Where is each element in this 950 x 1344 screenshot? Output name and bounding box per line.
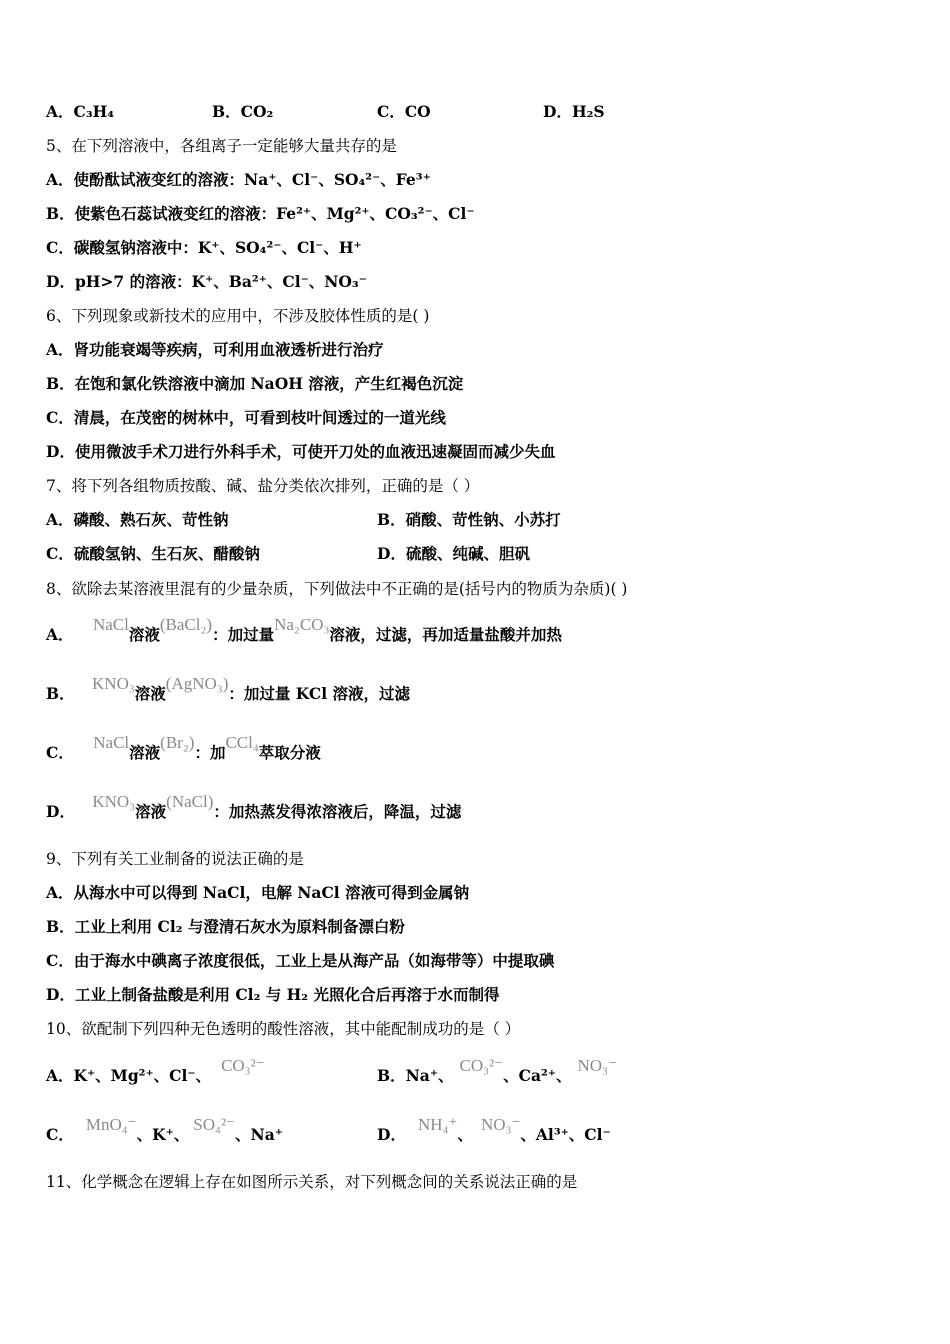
q4-option-a[interactable]: A．C₃H₄ bbox=[46, 102, 115, 121]
formula-bacl2: (BaCl₂) bbox=[159, 615, 213, 634]
q4-options-row bbox=[46, 102, 114, 122]
formula-br2: (Br₂) bbox=[160, 733, 195, 752]
q5-option-c[interactable]: C．碳酸氢钠溶液中：K⁺、SO₄²⁻、Cl⁻、H⁺ bbox=[46, 238, 362, 257]
q9-option-a[interactable]: A．从海水中可以得到 NaCl，电解 NaCl 溶液可得到金属钠 bbox=[46, 883, 470, 902]
q5-option-a[interactable]: A．使酚酞试液变红的溶液：Na⁺、Cl⁻、SO₄²⁻、Fe³⁺ bbox=[46, 170, 431, 189]
q8-option-c[interactable]: C． NaCl溶液(Br₂)：加CCl₄萃取分液 bbox=[46, 733, 321, 762]
formula-no3-d: NO₃⁻ bbox=[480, 1115, 521, 1134]
q4-option-c[interactable]: C．CO bbox=[377, 102, 431, 121]
q5-option-d[interactable]: D．pH>7 的溶液：K⁺、Ba²⁺、Cl⁻、NO₃⁻ bbox=[46, 272, 367, 291]
formula-kno3-d: KNO₃ bbox=[92, 792, 136, 811]
formula-co3-a: CO₃²⁻ bbox=[221, 1056, 265, 1075]
formula-nacl: NaCl bbox=[92, 615, 129, 634]
formula-nh4: NH₄⁺ bbox=[417, 1115, 458, 1134]
q8-option-b[interactable]: B． KNO₃溶液(AgNO₃)：加过量 KCl 溶液，过滤 bbox=[46, 674, 410, 703]
formula-nacl-d: (NaCl) bbox=[166, 792, 214, 811]
q7-option-a[interactable]: A．磷酸、熟石灰、苛性钠 bbox=[46, 510, 229, 529]
formula-mno4: MnO₄⁻ bbox=[85, 1115, 137, 1134]
formula-nacl-c: NaCl bbox=[93, 733, 130, 752]
q10-option-b[interactable]: B．Na⁺、CO₃²⁻、Ca²⁺、NO₃⁻ bbox=[377, 1056, 617, 1085]
q8-stem: 8、欲除去某溶液里混有的少量杂质，下列做法中不正确的是(括号内的物质为杂质)( ) bbox=[46, 580, 628, 598]
q4-option-b[interactable]: B．CO₂ bbox=[212, 102, 274, 121]
q4-option-d[interactable]: D．H₂S bbox=[543, 102, 605, 121]
q5-stem: 5、在下列溶液中，各组离子一定能够大量共存的是 bbox=[46, 137, 397, 155]
formula-co3-b: CO₃²⁻ bbox=[459, 1056, 504, 1075]
q11-stem: 11、化学概念在逻辑上存在如图所示关系，对下列概念间的关系说法正确的是 bbox=[46, 1173, 578, 1191]
formula-no3-b: NO₃⁻ bbox=[577, 1056, 617, 1075]
q10-option-a[interactable]: A．K⁺、Mg²⁺、Cl⁻、CO₃²⁻ bbox=[46, 1056, 265, 1085]
q7-option-b[interactable]: B．硝酸、苛性钠、小苏打 bbox=[377, 510, 561, 529]
q10-option-c[interactable]: C．MnO₄⁻、K⁺、SO₄²⁻、Na⁺ bbox=[46, 1115, 283, 1144]
q9-stem: 9、下列有关工业制备的说法正确的是 bbox=[46, 850, 304, 868]
q6-stem: 6、下列现象或新技术的应用中，不涉及胶体性质的是( ) bbox=[46, 307, 430, 325]
q9-option-b[interactable]: B．工业上利用 Cl₂ 与澄清石灰水为原料制备漂白粉 bbox=[46, 917, 405, 936]
q9-option-d[interactable]: D．工业上制备盐酸是利用 Cl₂ 与 H₂ 光照化合后再溶于水而制得 bbox=[46, 985, 500, 1004]
formula-so4: SO₄²⁻ bbox=[193, 1115, 236, 1134]
q8-option-d[interactable]: D． KNO₃溶液(NaCl)：加热蒸发得浓溶液后，降温，过滤 bbox=[46, 792, 462, 821]
q5-option-b[interactable]: B．使紫色石蕊试液变红的溶液：Fe²⁺、Mg²⁺、CO₃²⁻、Cl⁻ bbox=[46, 204, 475, 223]
q9-option-c[interactable]: C．由于海水中碘离子浓度很低，工业上是从海产品（如海带等）中提取碘 bbox=[46, 951, 555, 970]
formula-agno3: (AgNO₃) bbox=[165, 674, 229, 693]
q10-option-d[interactable]: D．NH₄⁺、NO₃⁻、Al³⁺、Cl⁻ bbox=[377, 1115, 611, 1144]
q6-option-d[interactable]: D．使用微波手术刀进行外科手术，可使开刀处的血液迅速凝固而减少失血 bbox=[46, 442, 556, 461]
q8-option-a[interactable]: A． NaCl溶液(BaCl₂)：加过量Na₂CO₃溶液，过滤，再加适量盐酸并加热 bbox=[46, 615, 562, 644]
q7-option-c[interactable]: C．硫酸氢钠、生石灰、醋酸钠 bbox=[46, 544, 260, 563]
q6-option-c[interactable]: C．清晨，在茂密的树林中，可看到枝叶间透过的一道光线 bbox=[46, 408, 446, 427]
q6-option-a[interactable]: A．肾功能衰竭等疾病，可利用血液透析进行治疗 bbox=[46, 340, 384, 359]
formula-ccl4: CCl₄ bbox=[225, 733, 259, 752]
formula-na2co3: Na₂CO₃ bbox=[274, 615, 330, 634]
q6-option-b[interactable]: B．在饱和氯化铁溶液中滴加 NaOH 溶液，产生红褐色沉淀 bbox=[46, 374, 464, 393]
q7-option-d[interactable]: D．硫酸、纯碱、胆矾 bbox=[377, 544, 530, 563]
q7-stem: 7、将下列各组物质按酸、碱、盐分类依次排列，正确的是（ ） bbox=[46, 477, 480, 495]
q10-stem: 10、欲配制下列四种无色透明的酸性溶液，其中能配制成功的是（ ） bbox=[46, 1020, 521, 1038]
formula-kno3: KNO₃ bbox=[92, 674, 135, 693]
